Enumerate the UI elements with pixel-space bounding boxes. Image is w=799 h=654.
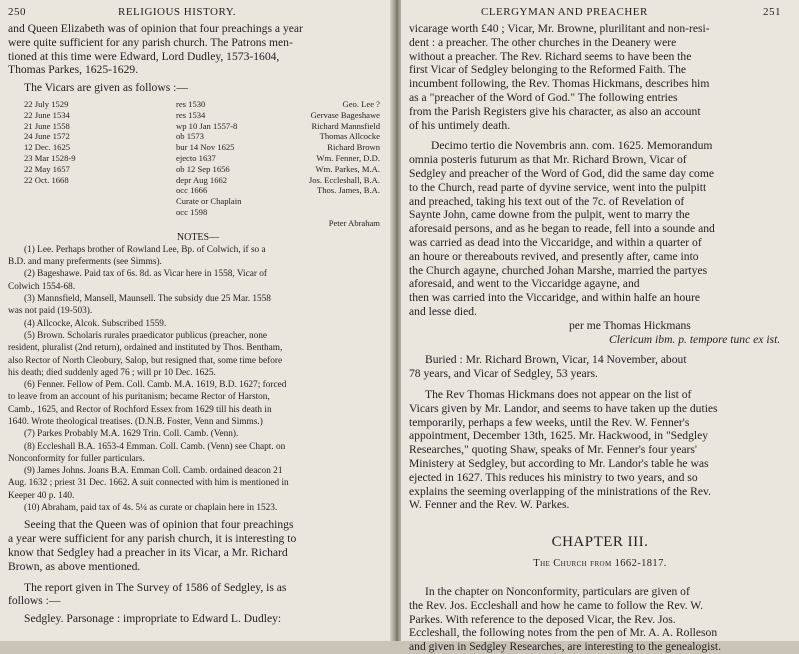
vicar-event: ejecto 1637 (176, 152, 216, 163)
text-line: Decimo tertio die Novembris ann. com. 1625. Memorandum (431, 139, 713, 153)
vicar-date: 12 Dec. 1625 (24, 142, 71, 153)
note-line: Aug. 1632 ; priest 31 Dec. 1662. A suit connected with him is mentioned in (8, 478, 289, 489)
signature-line: Clericum ibm. p. tempore tunc ex ist. (609, 332, 781, 346)
vicars-table (8, 99, 388, 229)
vicar-event: bur 14 Nov 1625 (176, 142, 235, 153)
text-line: 78 years, and Vicar of Sedgley, 53 years. (409, 367, 598, 381)
right-page (401, 0, 799, 654)
text-line: and Queen Elizabeth was of opinion that four preachings a year (8, 22, 303, 35)
text-line: and preached, taking his text out of the 7c. of Revelation of (409, 194, 685, 208)
note-line: (2) Bageshawe. Paid tax of 6s. 8d. as Vicar here in 1558, Vicar of (24, 269, 268, 280)
note-line: Camb., 1625, and Rector of Rochford Essex from 1629 till his death in (8, 404, 272, 415)
note-line: to leave from an account of his puritanism; became Rector of Harston, (8, 392, 270, 403)
text-line: The report given in The Survey of 1586 of Sedgley, is as (24, 580, 287, 594)
text-line: a year were sufficient for any parish church, it is interesting to (8, 532, 297, 546)
text-line: without a preacher. The Rev. Richard seems to have been the (409, 49, 692, 63)
vicar-name: Wm. Parkes, M.A. (315, 163, 380, 174)
notes-heading: NOTES— (176, 231, 220, 243)
vicar-date: 22 Oct. 1668 (24, 174, 69, 185)
right-page-body (409, 22, 791, 654)
text-line: W. Fenner and the Rev. W. Parkes. (409, 498, 570, 512)
note-line: 1640. Wrote theological treatises. (D.N.B. Foster, Venn and Simms.) (8, 417, 263, 427)
page-number: 250 (8, 6, 26, 18)
text-line: the Church agayne, churched Johan Marshe, married the partyes (409, 263, 708, 277)
text-line: The Rev Thomas Hickmans does not appear on the list of (425, 387, 692, 401)
text-line: first Vicar of Sedgley belonging to the Reformed Faith. The (409, 63, 687, 77)
curate-name: Peter Abraham (328, 217, 380, 228)
table-row (8, 175, 388, 186)
note-line: resident, pluralist (2nd return), ordained and instituted by Thos. Bentham, (8, 343, 283, 354)
table-row (8, 196, 388, 207)
vicar-event: occ 1666 (176, 185, 208, 196)
vicar-date: 22 July 1529 (24, 98, 69, 109)
note-line: was not paid (19-503). (8, 306, 93, 317)
note-line: (9) James Johns. Joans B.A. Emman Coll. Camb. ordained deacon 21 (24, 466, 283, 477)
page-number: 251 (763, 6, 781, 18)
table-row (8, 121, 388, 132)
note-line: Colwich 1554-68. (8, 281, 76, 292)
vicar-date: 23 Mar 1528-9 (24, 152, 76, 163)
curate-line: Curate or Chaplain (176, 196, 242, 207)
text-line: of his untimely death. (409, 118, 511, 132)
text-line: aforesaid persons, and as he began to reade, fell into a sounde and (409, 222, 715, 236)
text-line: Vicars given by Mr. Landor, and seems to have taken up the duties (409, 401, 718, 415)
vicar-name: Richard Brown (327, 142, 380, 153)
notes-list (8, 244, 388, 515)
text-line: then was carried into the Viccaridge, and within halfe an houre (409, 291, 701, 305)
text-line: aforesaid, and went to the Viccaridge agayne, and (409, 277, 640, 291)
text-line: ejected in 1627. This reduces his ministry to two years, and so (409, 470, 698, 484)
text-line: Eccleshall, the following notes from the pen of Mr. A. A. Rolleson (409, 626, 718, 640)
text-line: temporarily, perhaps a few weeks, until the Rev. W. Fenner's (409, 415, 690, 429)
vicar-name: Jos. Eccleshall, B.A. (308, 174, 380, 185)
vicar-name: Richard Mannsfield (311, 120, 380, 131)
signature-line: per me Thomas Hickmans (569, 318, 691, 332)
text-line: Seeing that the Queen was of opinion that four preachings (24, 518, 294, 532)
text-line: Parkes. With reference to the deposed Vicar, the Rev. Jos. (409, 612, 676, 626)
vicar-name: Wm. Fenner, D.D. (316, 152, 380, 163)
vicar-name: Thomas Allcocke (319, 131, 380, 142)
table-row (8, 218, 388, 229)
text-line: to the Church, read parte of dyvine service, went into the pulpitt (409, 180, 707, 194)
table-row (8, 110, 388, 121)
left-page (0, 0, 393, 641)
vicar-date: 21 June 1558 (24, 120, 70, 131)
note-line: (8) Eccleshall B.A. 1653-4 Emman. Coll. Camb. (Venn) see Chapt. on (24, 441, 286, 452)
running-head: RELIGIOUS HISTORY. (118, 6, 236, 18)
text-line: dent : a preacher. The other churches in the Deanery were (409, 35, 677, 49)
note-line: Nonconformity for fuller particulars. (8, 453, 145, 464)
text-line: Thomas Parkes, 1625-1629. (8, 63, 139, 77)
text-line: and lesse died. (409, 304, 477, 318)
text-line: In the chapter on Nonconformity, particulars are given of (425, 585, 690, 599)
vicar-date: 22 June 1534 (24, 109, 70, 120)
chapter-subtitle: The Church from 1662-1817. (533, 558, 667, 570)
left-page-body (8, 22, 388, 626)
text-line: as a "preacher of the Word of God." The following entries (409, 90, 678, 104)
text-line: appointment, December 13th, 1625. Mr. Hackwood, in "Sedgley (409, 429, 709, 443)
text-line: vicarage worth £40 ; Vicar, Mr. Browne, plurilitant and non-resi- (409, 22, 710, 35)
text-line: omnia posteris futurum as that Mr. Richard Brown, Vicar of (409, 153, 687, 167)
note-line: (6) Fenner. Fellow of Pem. Coll. Camb. M.A. 1619, B.D. 1627; forced (24, 380, 287, 391)
vicars-intro: The Vicars are given as follows :— (24, 81, 188, 95)
vicar-event: ob 1573 (176, 131, 204, 142)
text-line: explains the seeming overlapping of the ministrations of the Rev. (409, 484, 711, 498)
table-row (8, 185, 388, 196)
text-line: Saynte John, came downe from the pulpit, went to marry the (409, 208, 690, 222)
vicar-name: Geo. Lee ? (342, 98, 380, 109)
text-line: Researches," quoting Shaw, speaks of Mr. Fenner's four years' (409, 443, 697, 457)
text-line: Sedgley. Parsonage : impropriate to Edward L. Dudley: (24, 612, 282, 626)
text-line: and given in Sedgley Researches, are interesting to the genealogist. (409, 640, 721, 654)
vicar-name: Thos. James, B.A. (316, 185, 380, 196)
text-line: Buried : Mr. Richard Brown, Vicar, 14 November, about (425, 353, 687, 367)
table-row (8, 153, 388, 164)
text-line: Sedgley and preacher of the Word of God, did the same day come (409, 166, 715, 180)
note-line: (3) Mannsfield, Mansell, Maunsell. The subsidy due 25 Mar. 1558 (24, 294, 271, 305)
text-line: an houre or thereabouts revived, and presently after, came into (409, 249, 699, 263)
table-row (8, 207, 388, 218)
note-line: (5) Brown. Scholaris rurales praedicator publicus (preacher, none (24, 330, 268, 341)
vicar-name: Gervase Bageshawe (310, 109, 380, 120)
vicar-event: res 1530 (176, 98, 206, 109)
text-line: from the Parish Registers give his character, as also an account (409, 104, 701, 118)
vicar-event: res 1534 (176, 109, 206, 120)
note-line: also Rector of North Cleobury, Salop, but resigned that, some time before (8, 355, 283, 366)
vicar-date: 22 May 1657 (24, 163, 70, 174)
text-line: follows :— (8, 594, 61, 608)
note-line: (10) Abraham, paid tax of 4s. 5¼ as curate or chaplain here in 1523. (24, 503, 278, 514)
text-line: Ministery at Sedgley, but according to Mr. Landor's table he was (409, 456, 709, 470)
note-line: (4) Allcocke, Alcok. Subscribed 1559. (24, 318, 167, 329)
text-line: incumbent following, the Rev. Thomas Hickmans, describes him (409, 77, 710, 91)
table-row (8, 142, 388, 153)
chapter-title: CHAPTER III. (551, 534, 649, 551)
text-line: the Rev. Jos. Eccleshall and how he came to follow the Rev. W. (409, 598, 704, 612)
vicar-event: depr Aug 1662 (176, 174, 228, 185)
vicar-date: 24 June 1572 (24, 131, 70, 142)
note-line: (1) Lee. Perhaps brother of Rowland Lee, Bp. of Colwich, if so a (24, 244, 266, 255)
note-line: B.D. and many preferments (see Simms). (8, 257, 162, 268)
note-line: Keeper 40 p. 140. (8, 490, 75, 501)
vicar-event: ob 12 Sep 1656 (176, 163, 230, 174)
table-row (8, 131, 388, 142)
curate-occ: occ 1598 (176, 206, 208, 217)
text-line: were quite sufficient for any parish church. The Patrons men- (8, 35, 293, 49)
vicar-event: wp 10 Jan 1557-8 (176, 120, 238, 131)
register-extract (409, 139, 791, 346)
text-line: tioned at this time were Edward, Lord Dudley, 1573-1604, (8, 49, 280, 63)
text-line: was carried as dead into the Viccaridge, and within a quarter of (409, 235, 702, 249)
note-line: his death; died suddenly aged 76 ; will pr 10 Dec. 1625. (8, 367, 216, 378)
text-line: Brown, as above mentioned. (8, 559, 141, 573)
table-row (8, 99, 388, 110)
table-row (8, 164, 388, 175)
text-line: know that Sedgley had a preacher in its Vicar, a Mr. Richard (8, 545, 288, 559)
running-head: CLERGYMAN AND PREACHER (481, 6, 648, 18)
note-line: (7) Parkes Probably M.A. 1629 Trin. Coll. Camb. (Venn). (24, 429, 239, 440)
